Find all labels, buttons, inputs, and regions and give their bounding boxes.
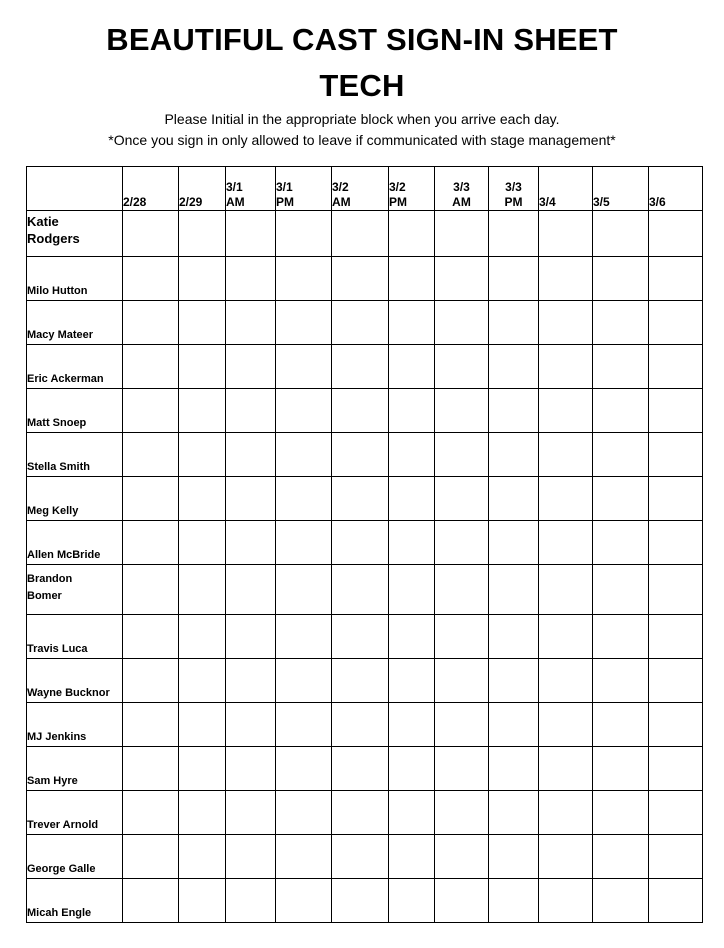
- initial-cell[interactable]: [332, 747, 389, 791]
- corner-cell: [27, 167, 123, 211]
- cast-member-name: Katie Rodgers: [27, 211, 123, 257]
- table-row: [27, 791, 703, 835]
- initial-cell[interactable]: [649, 257, 703, 301]
- initial-cell[interactable]: [435, 565, 489, 615]
- initial-cell[interactable]: [226, 565, 276, 615]
- initial-cell[interactable]: [179, 477, 226, 521]
- initial-cell[interactable]: [649, 477, 703, 521]
- initial-cell[interactable]: [649, 389, 703, 433]
- initial-cell[interactable]: [389, 521, 435, 565]
- initial-cell[interactable]: [389, 257, 435, 301]
- instruction-text: Please Initial in the appropriate block when you arrive each day.: [164, 111, 560, 127]
- initial-cell[interactable]: [276, 703, 332, 747]
- initial-cell[interactable]: [179, 521, 226, 565]
- initial-cell[interactable]: [435, 211, 489, 257]
- cast-member-name: Sam Hyre: [27, 747, 123, 791]
- initial-cell[interactable]: [276, 791, 332, 835]
- initial-cell[interactable]: [179, 345, 226, 389]
- initial-cell[interactable]: [226, 433, 276, 477]
- initial-cell[interactable]: [435, 659, 489, 703]
- initial-cell[interactable]: [123, 565, 179, 615]
- date-column-header: 2/28: [123, 167, 179, 211]
- cast-member-name: Meg Kelly: [27, 477, 123, 521]
- date-column-header: 3/6: [649, 167, 703, 211]
- initial-cell[interactable]: [435, 747, 489, 791]
- initial-cell[interactable]: [332, 301, 389, 345]
- table-row: [27, 565, 703, 615]
- initial-cell[interactable]: [593, 791, 649, 835]
- initial-cell[interactable]: [593, 565, 649, 615]
- table-row: [27, 879, 703, 923]
- initial-cell[interactable]: [123, 615, 179, 659]
- initial-cell[interactable]: [389, 477, 435, 521]
- initial-cell[interactable]: [123, 747, 179, 791]
- initial-cell[interactable]: [123, 257, 179, 301]
- sheet-subtitle: TECH: [319, 68, 405, 103]
- initial-cell[interactable]: [593, 477, 649, 521]
- initial-cell[interactable]: [389, 565, 435, 615]
- initial-cell[interactable]: [276, 615, 332, 659]
- table-row: [27, 521, 703, 565]
- initial-cell[interactable]: [539, 791, 593, 835]
- initial-cell[interactable]: [489, 211, 539, 257]
- initial-cell[interactable]: [539, 301, 593, 345]
- initial-cell[interactable]: [593, 879, 649, 923]
- initial-cell[interactable]: [539, 345, 593, 389]
- initial-cell[interactable]: [435, 433, 489, 477]
- initial-cell[interactable]: [226, 477, 276, 521]
- initial-cell[interactable]: [123, 521, 179, 565]
- date-column-header: 3/1 PM: [276, 167, 332, 211]
- initial-cell[interactable]: [179, 433, 226, 477]
- initial-cell[interactable]: [389, 433, 435, 477]
- initial-cell[interactable]: [332, 835, 389, 879]
- initial-cell[interactable]: [593, 615, 649, 659]
- initial-cell[interactable]: [435, 257, 489, 301]
- initial-cell[interactable]: [435, 521, 489, 565]
- initial-cell[interactable]: [179, 389, 226, 433]
- initial-cell[interactable]: [332, 879, 389, 923]
- initial-cell[interactable]: [435, 615, 489, 659]
- initial-cell[interactable]: [435, 791, 489, 835]
- initial-cell[interactable]: [489, 477, 539, 521]
- cast-member-name: MJ Jenkins: [27, 703, 123, 747]
- initial-cell[interactable]: [649, 835, 703, 879]
- initial-cell[interactable]: [649, 791, 703, 835]
- table-row: [27, 835, 703, 879]
- initial-cell[interactable]: [489, 389, 539, 433]
- initial-cell[interactable]: [123, 835, 179, 879]
- initial-cell[interactable]: [226, 835, 276, 879]
- cast-member-name: Wayne Bucknor: [27, 659, 123, 703]
- table-row: [27, 659, 703, 703]
- table-row: [27, 257, 703, 301]
- date-column-header: 3/2 PM: [389, 167, 435, 211]
- initial-cell[interactable]: [226, 879, 276, 923]
- initial-cell[interactable]: [435, 703, 489, 747]
- date-column-header: 3/1 AM: [226, 167, 276, 211]
- initial-cell[interactable]: [593, 747, 649, 791]
- initial-cell[interactable]: [593, 659, 649, 703]
- initial-cell[interactable]: [179, 747, 226, 791]
- initial-cell[interactable]: [389, 659, 435, 703]
- initial-cell[interactable]: [489, 791, 539, 835]
- initial-cell[interactable]: [435, 835, 489, 879]
- initial-cell[interactable]: [649, 433, 703, 477]
- initial-cell[interactable]: [539, 389, 593, 433]
- initial-cell[interactable]: [123, 389, 179, 433]
- initial-cell[interactable]: [539, 565, 593, 615]
- initial-cell[interactable]: [226, 703, 276, 747]
- initial-cell[interactable]: [489, 301, 539, 345]
- initial-cell[interactable]: [389, 615, 435, 659]
- table-row: [27, 389, 703, 433]
- initial-cell[interactable]: [389, 345, 435, 389]
- initial-cell[interactable]: [276, 565, 332, 615]
- initial-cell[interactable]: [593, 703, 649, 747]
- initial-cell[interactable]: [435, 879, 489, 923]
- initial-cell[interactable]: [435, 301, 489, 345]
- initial-cell[interactable]: [489, 433, 539, 477]
- initial-cell[interactable]: [593, 835, 649, 879]
- initial-cell[interactable]: [489, 835, 539, 879]
- initial-cell[interactable]: [276, 521, 332, 565]
- initial-cell[interactable]: [332, 521, 389, 565]
- initial-cell[interactable]: [332, 389, 389, 433]
- table-row: [27, 433, 703, 477]
- initial-cell[interactable]: [489, 521, 539, 565]
- initial-cell[interactable]: [389, 389, 435, 433]
- initial-cell[interactable]: [123, 879, 179, 923]
- initial-cell[interactable]: [539, 257, 593, 301]
- initial-cell[interactable]: [226, 521, 276, 565]
- date-column-header: 3/3 AM: [435, 167, 489, 211]
- cast-member-name: Macy Mateer: [27, 301, 123, 345]
- initial-cell[interactable]: [389, 747, 435, 791]
- initial-cell[interactable]: [489, 615, 539, 659]
- date-column-header: 3/2 AM: [332, 167, 389, 211]
- cast-member-name: Travis Luca: [27, 615, 123, 659]
- table-row: [27, 747, 703, 791]
- initial-cell[interactable]: [276, 301, 332, 345]
- initial-cell[interactable]: [276, 835, 332, 879]
- cast-member-name: Matt Snoep: [27, 389, 123, 433]
- initial-cell[interactable]: [489, 565, 539, 615]
- sign-in-table: [26, 166, 703, 923]
- initial-cell[interactable]: [389, 835, 435, 879]
- initial-cell[interactable]: [332, 565, 389, 615]
- initial-cell[interactable]: [123, 791, 179, 835]
- initial-cell[interactable]: [649, 565, 703, 615]
- date-column-header: 3/5: [593, 167, 649, 211]
- initial-cell[interactable]: [276, 747, 332, 791]
- initial-cell[interactable]: [276, 477, 332, 521]
- initial-cell[interactable]: [649, 659, 703, 703]
- initial-cell[interactable]: [649, 211, 703, 257]
- cast-member-name: Milo Hutton: [27, 257, 123, 301]
- initial-cell[interactable]: [123, 345, 179, 389]
- initial-cell[interactable]: [226, 747, 276, 791]
- initial-cell[interactable]: [389, 301, 435, 345]
- initial-cell[interactable]: [539, 747, 593, 791]
- initial-cell[interactable]: [332, 659, 389, 703]
- initial-cell[interactable]: [179, 703, 226, 747]
- initial-cell[interactable]: [389, 791, 435, 835]
- initial-cell[interactable]: [179, 659, 226, 703]
- initial-cell[interactable]: [179, 301, 226, 345]
- initial-cell[interactable]: [276, 879, 332, 923]
- table-row: [27, 703, 703, 747]
- initial-cell[interactable]: [593, 211, 649, 257]
- initial-cell[interactable]: [226, 257, 276, 301]
- initial-cell[interactable]: [649, 703, 703, 747]
- initial-cell[interactable]: [435, 345, 489, 389]
- initial-cell[interactable]: [389, 703, 435, 747]
- table-row: [27, 211, 703, 257]
- initial-cell[interactable]: [332, 791, 389, 835]
- initial-cell[interactable]: [332, 433, 389, 477]
- sheet-title: BEAUTIFUL CAST SIGN-IN SHEET: [106, 22, 618, 57]
- initial-cell[interactable]: [123, 477, 179, 521]
- initial-cell[interactable]: [489, 703, 539, 747]
- initial-cell[interactable]: [332, 211, 389, 257]
- initial-cell[interactable]: [593, 521, 649, 565]
- initial-cell[interactable]: [539, 659, 593, 703]
- initial-cell[interactable]: [332, 477, 389, 521]
- initial-cell[interactable]: [539, 703, 593, 747]
- initial-cell[interactable]: [226, 615, 276, 659]
- date-column-header: 3/3 PM: [489, 167, 539, 211]
- initial-cell[interactable]: [435, 389, 489, 433]
- initial-cell[interactable]: [276, 659, 332, 703]
- cast-member-name: Micah Engle: [27, 879, 123, 923]
- initial-cell[interactable]: [539, 211, 593, 257]
- initial-cell[interactable]: [593, 257, 649, 301]
- initial-cell[interactable]: [593, 301, 649, 345]
- initial-cell[interactable]: [123, 703, 179, 747]
- initial-cell[interactable]: [649, 521, 703, 565]
- initial-cell[interactable]: [593, 345, 649, 389]
- initial-cell[interactable]: [489, 879, 539, 923]
- initial-cell[interactable]: [332, 703, 389, 747]
- initial-cell[interactable]: [276, 211, 332, 257]
- initial-cell[interactable]: [226, 301, 276, 345]
- initial-cell[interactable]: [649, 345, 703, 389]
- initial-cell[interactable]: [123, 433, 179, 477]
- initial-cell[interactable]: [276, 345, 332, 389]
- cast-member-name: Brandon Bomer: [27, 565, 123, 615]
- initial-cell[interactable]: [179, 835, 226, 879]
- cast-member-name: Trever Arnold: [27, 791, 123, 835]
- initial-cell[interactable]: [649, 747, 703, 791]
- cast-member-name: Allen McBride: [27, 521, 123, 565]
- initial-cell[interactable]: [276, 389, 332, 433]
- initial-cell[interactable]: [435, 477, 489, 521]
- cast-member-name: Stella Smith: [27, 433, 123, 477]
- initial-cell[interactable]: [123, 659, 179, 703]
- initial-cell[interactable]: [389, 879, 435, 923]
- date-column-header: 3/4: [539, 167, 593, 211]
- initial-cell[interactable]: [649, 301, 703, 345]
- cast-member-name: Eric Ackerman: [27, 345, 123, 389]
- initial-cell[interactable]: [226, 791, 276, 835]
- initial-cell[interactable]: [489, 747, 539, 791]
- initial-cell[interactable]: [649, 615, 703, 659]
- date-column-header: 2/29: [179, 167, 226, 211]
- initial-cell[interactable]: [332, 257, 389, 301]
- initial-cell[interactable]: [539, 477, 593, 521]
- initial-cell[interactable]: [123, 211, 179, 257]
- table-row: [27, 345, 703, 389]
- initial-cell[interactable]: [489, 345, 539, 389]
- stage-management-note: *Once you sign in only allowed to leave if communicated with stage management*: [108, 132, 616, 148]
- initial-cell[interactable]: [179, 257, 226, 301]
- initial-cell[interactable]: [226, 659, 276, 703]
- initial-cell[interactable]: [179, 791, 226, 835]
- cast-member-name: George Galle: [27, 835, 123, 879]
- header-row: [27, 167, 703, 211]
- initial-cell[interactable]: [179, 565, 226, 615]
- initial-cell[interactable]: [649, 879, 703, 923]
- initial-cell[interactable]: [489, 257, 539, 301]
- initial-cell[interactable]: [332, 615, 389, 659]
- initial-cell[interactable]: [276, 257, 332, 301]
- initial-cell[interactable]: [123, 301, 179, 345]
- initial-cell[interactable]: [179, 211, 226, 257]
- initial-cell[interactable]: [539, 433, 593, 477]
- table-row: [27, 477, 703, 521]
- initial-cell[interactable]: [489, 659, 539, 703]
- initial-cell[interactable]: [226, 211, 276, 257]
- initial-cell[interactable]: [539, 615, 593, 659]
- initial-cell[interactable]: [276, 433, 332, 477]
- initial-cell[interactable]: [226, 389, 276, 433]
- initial-cell[interactable]: [539, 879, 593, 923]
- initial-cell[interactable]: [539, 835, 593, 879]
- initial-cell[interactable]: [179, 615, 226, 659]
- initial-cell[interactable]: [539, 521, 593, 565]
- table-row: [27, 301, 703, 345]
- initial-cell[interactable]: [593, 389, 649, 433]
- initial-cell[interactable]: [593, 433, 649, 477]
- table-row: [27, 615, 703, 659]
- initial-cell[interactable]: [179, 879, 226, 923]
- initial-cell[interactable]: [226, 345, 276, 389]
- initial-cell[interactable]: [389, 211, 435, 257]
- initial-cell[interactable]: [332, 345, 389, 389]
